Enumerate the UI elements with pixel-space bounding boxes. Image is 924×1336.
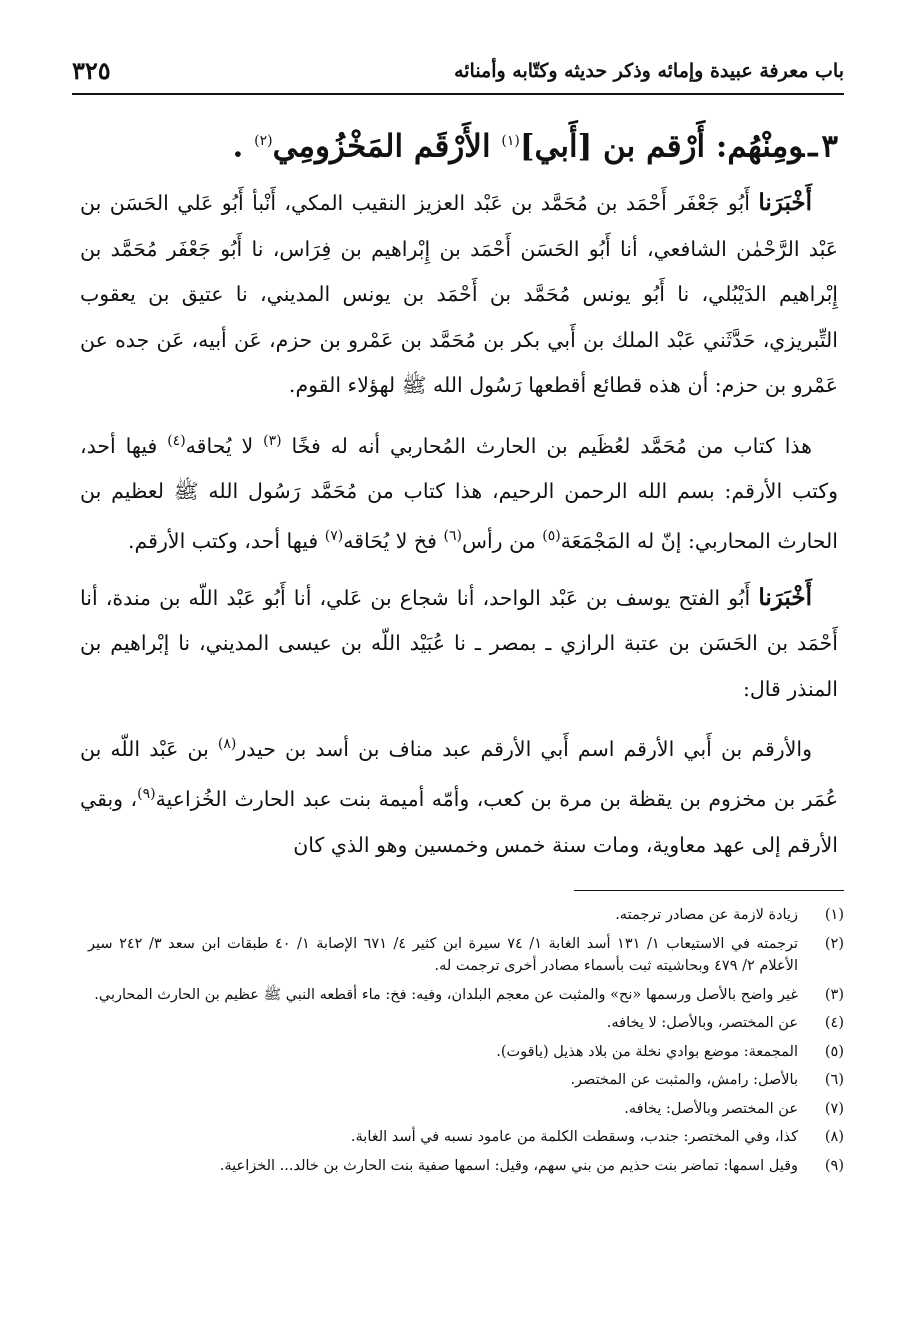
- main-text: [80, 180, 838, 868]
- paragraph-1: [80, 180, 838, 409]
- footnote: [88, 904, 844, 927]
- footnote: [88, 984, 844, 1007]
- footnote: [88, 1098, 844, 1121]
- footnote-ref: (١): [501, 133, 520, 149]
- footnote: [88, 1041, 844, 1064]
- paragraph-text: والأرقم بن أَبي الأرقم اسم أَبي الأرقم عبد مناف بن أسد بن حيدر: [236, 736, 812, 761]
- footnote: [88, 1012, 844, 1035]
- footnote-number: (٤): [824, 1015, 844, 1031]
- footnote-text: عن المختصر وبالأصل: يخافه.: [624, 1100, 798, 1117]
- entry-name-a: أَرْقم بن [أَبي]: [519, 128, 706, 165]
- footnote: [88, 933, 844, 978]
- footnote-ref: (٥): [542, 528, 561, 545]
- footnotes: [88, 904, 844, 1183]
- footnote-text: ترجمته في الاستيعاب ١/ ١٣١ أسد الغابة ١/ ٧٤ سيرة ابن كثير ٤/ ٦٧١ الإصابة ١/ ٤٠ طبقات ابن سعد ٣/ ٢٤٢ سير الأعلام ٢/ ٤٧٩ وبحاشيته ثبت بأسماء مصادر أخرى ترجمت له.: [88, 935, 799, 974]
- footnote-number: (٥): [824, 1043, 844, 1060]
- entry-lead: ومِنْهُم:: [715, 128, 805, 165]
- footnote-number: (٣): [824, 986, 844, 1003]
- footnote-text: كذا، وفي المختصر: جندب، وسقطت الكلمة من عامود نسبه في أسد الغابة.: [350, 1129, 798, 1145]
- footnote-ref: (٢): [254, 133, 273, 149]
- running-title: باب معرفة عبيدة وإمائه وذكر حديثه وكتّابه وأمنائه: [454, 60, 844, 82]
- paragraph-text: ، وبقي الأرقم إلى عهد معاوية، ومات سنة خمس وخمسين وهو الذي كان: [80, 787, 838, 857]
- footnote-ref: (٣): [263, 432, 282, 449]
- footnote-number: (١): [824, 907, 844, 923]
- footnote-ref: (٩): [137, 786, 156, 803]
- paragraph-text: هذا كتاب من مُحَمَّد لعُظَيم بن الحارث المُحاربي أنه له فخًا: [291, 433, 812, 458]
- footnote-text: زيادة لازمة عن مصادر ترجمته.: [615, 907, 798, 923]
- footnote-number: (٧): [824, 1100, 844, 1117]
- footnote-text: المجمعة: موضع بوادي نخلة من بلاد هذيل (ياقوت).: [496, 1043, 798, 1060]
- entry-number: ٣: [821, 128, 838, 165]
- paragraph-2: [80, 419, 838, 565]
- footnote-ref: (٨): [217, 736, 237, 753]
- footnote: [88, 1126, 844, 1149]
- footnote-text: بالأصل: رامش، والمثبت عن المختصر.: [570, 1072, 798, 1088]
- footnote-text: غير واضح بالأصل ورسمها «نح» والمثبت عن معجم البلدان، وفيه: فخ: ماء أقطعه النبي ﷺ عظيم بن الحارث المحاربي.: [94, 986, 798, 1003]
- paragraph-4: [80, 722, 838, 868]
- footnote-number: (٦): [824, 1072, 844, 1088]
- paragraph-text: فخ لا يُحَاقه: [343, 529, 437, 554]
- footnote-rule: [574, 890, 844, 891]
- paragraph-text: من رأس: [461, 529, 536, 554]
- footnote-number: (٩): [824, 1157, 844, 1174]
- paragraph-text: فيها أحد، وكتب الأرقم: بسم الله الرحمن الرحيم، هذا كتاب من مُحَمَّد رَسُول الله ﷺ لعظيم بن الحارث المحاربي: إنّ له المَجْمَعَة: [80, 433, 838, 554]
- footnote-ref: (٤): [167, 432, 186, 449]
- footnote: [88, 1155, 844, 1178]
- entry-end: .: [232, 128, 244, 165]
- footnote-text: عن المختصر، وبالأصل: لا يخافه.: [606, 1015, 798, 1031]
- entry-name-b: الأَرْقَم المَخْزُومِي: [272, 128, 491, 165]
- isnad-keyword: أَخْبَرَنا: [758, 189, 812, 216]
- footnote-ref: (٧): [324, 528, 344, 545]
- paragraph-text: بن عَبْد اللّه بن عُمَر بن مخزوم بن يقظة بن مرة بن كعب، وأمّه أميمة بنت عبد الحارث الخُزاعية: [80, 736, 838, 812]
- footnote-number: (٨): [824, 1129, 844, 1145]
- entry-heading: ٣ـومِنْهُم: أَرْقم بن [أَبي]$^{(١)}$ الأَرْقَم المَخْزُومِي$^{(٢)}$ .: [232, 128, 838, 165]
- page-number: ٣٢٥: [72, 56, 111, 85]
- header-rule: [72, 93, 844, 95]
- footnote-ref: (٦): [443, 528, 462, 545]
- paragraph-text: لا يُحاقه: [185, 433, 254, 458]
- page-header: [72, 56, 844, 90]
- paragraph-text: فيها أحد، وكتب الأرقم.: [128, 529, 319, 554]
- isnad-keyword: أَخْبَرَنا: [758, 583, 812, 611]
- footnote-text: وقيل اسمها: تماضر بنت حذيم من بني سهم، وقيل: اسمها صفية بنت الحارث بن خالد... الخزاعية.: [219, 1157, 798, 1174]
- paragraph-text: أَبُو جَعْفَر أَحْمَد بن مُحَمَّد بن عَبْد العزيز النقيب المكي، أَنْبأ أَبُو عَلي الحَسَن بن عَبْد الرَّحْمٰن الشافعي، أنا أَبُو الحَسَن أَحْمَد بن إِبْراهيم بن فِرَاس، نا أَبُو جَعْفَر مُحَمَّد بن إِبْراهيم الدَيْبُلي، نا أَبُو يونس مُحَمَّد بن أَحْمَد بن يونس المديني، نا عتيق بن يعقوب التِّبريزي، حَدَّثَني عَبْد الملك بن أَبي بكر بن مُحَمَّد بن عَمْرو بن حزم، عَن أبيه، عَن جده عن عَمْرو بن حزم: أن هذه قطائع أقطعها رَسُول الله ﷺ لهؤلاء القوم.: [80, 191, 838, 397]
- paragraph-text: أَبُو الفتح يوسف بن عَبْد الواحد، أنا شجاع بن عَلي، أنا أَبُو عَبْد اللّه بن مندة، أنا أَحْمَد بن الحَسَن بن عتبة الرازي ـ بمصر ـ نا عُبَيْد اللّه بن عيسى المديني، نا إبْراهيم بن المنذر قال:: [80, 585, 838, 701]
- footnote-number: (٢): [824, 935, 844, 952]
- paragraph-3: [80, 575, 838, 713]
- footnote: [88, 1069, 844, 1092]
